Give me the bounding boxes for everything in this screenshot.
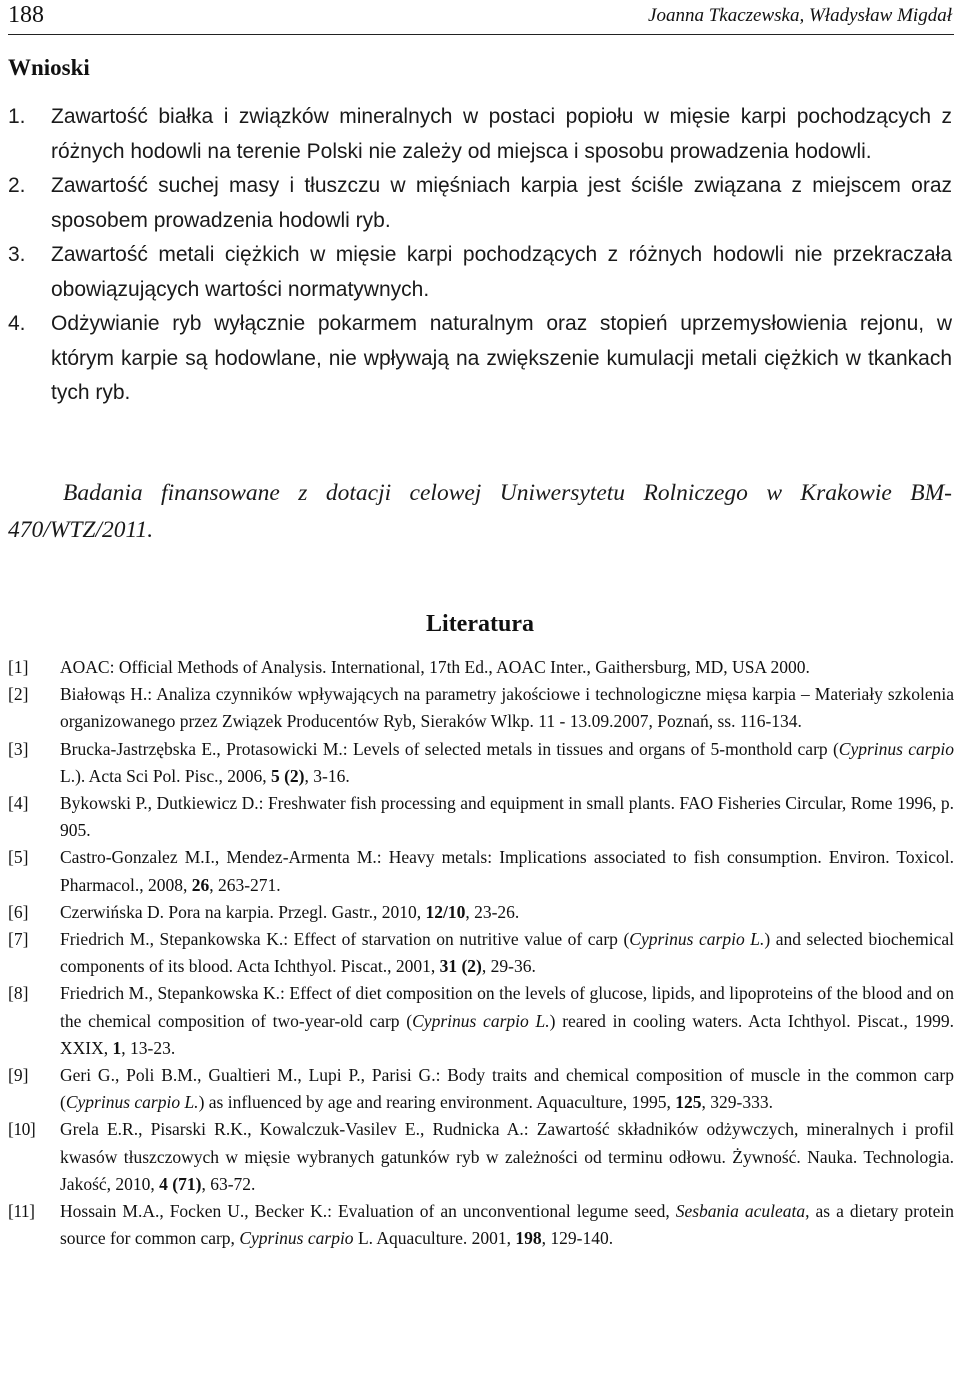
reference-segment: Hossain M.A., Focken U., Becker K.: Evaluation of an unconventional legume seed, bbox=[60, 1201, 676, 1222]
reference-text bbox=[60, 790, 954, 844]
reference-segment: AOAC: Official Methods of Analysis. International, 17th Ed., AOAC Inter., Gaithersburg, MD, USA 2000. bbox=[60, 657, 810, 677]
page-header bbox=[8, 0, 954, 35]
reference-segment: , 13-23. bbox=[121, 1037, 176, 1058]
reference-segment: , 23-26. bbox=[465, 901, 520, 922]
reference-item bbox=[8, 736, 954, 790]
species-name: Cyprinus carpio bbox=[838, 738, 954, 759]
reference-item bbox=[8, 980, 954, 1062]
reference-item bbox=[8, 681, 954, 735]
reference-item bbox=[8, 844, 954, 898]
reference-text bbox=[60, 899, 954, 926]
reference-segment: Brucka-Jastrzębska E., Protasowicki M.: Levels of selected metals in tissues and organs of 5-monthold carp ( bbox=[60, 738, 839, 759]
reference-segment: , 263-271. bbox=[209, 874, 281, 895]
volume-number: 31 bbox=[439, 956, 458, 977]
reference-segment: Białowąs H.: Analiza czynników wpływających na parametry jakościowe i technologiczne mięsa karpia – Materiały szkolenia organizowanego przez Związek Producentów Ryb, Sieraków Wlkp. 11 - 13.09.2007, Poznań, ss. 116-134. bbox=[60, 684, 954, 732]
references-list bbox=[8, 654, 954, 1252]
reference-item bbox=[8, 899, 954, 926]
reference-segment: ) and selected biochemical components of its blood. Acta Ichthyol. Piscat., 2001, bbox=[60, 929, 954, 977]
species-name: Sesbania aculeata bbox=[675, 1201, 806, 1222]
running-head: Joanna Tkaczewska, Władysław Migdał bbox=[648, 5, 952, 26]
conclusion-text: Odżywianie ryb wyłącznie pokarmem naturalnym oraz stopień uprzemysłowienia rejonu, w którym karpie są hodowlane, nie wpływają na zwiększenie kumulacji metali ciężkich w tkankach tych ryb. bbox=[51, 312, 952, 404]
reference-text bbox=[60, 1116, 954, 1198]
reference-segment: L. Aquaculture. 2001, bbox=[353, 1228, 516, 1249]
reference-segment: ) reared in cooling waters. Acta Ichthyol. Piscat., 1999. XXIX, bbox=[60, 1010, 954, 1058]
conclusion-item bbox=[8, 169, 952, 238]
reference-number: [4] bbox=[8, 793, 29, 814]
reference-number: [3] bbox=[8, 738, 29, 759]
reference-item bbox=[8, 790, 954, 844]
conclusion-number: 1. bbox=[8, 105, 26, 128]
reference-text bbox=[60, 844, 954, 898]
volume-number: 1 bbox=[112, 1037, 122, 1058]
species-name: Cyprinus carpio bbox=[239, 1228, 354, 1249]
volume-number: 5 bbox=[270, 765, 280, 786]
reference-segment: Friedrich M., Stepankowska K.: Effect of starvation on nutritive value of carp ( bbox=[60, 929, 630, 950]
reference-text bbox=[60, 654, 954, 681]
reference-number: [10] bbox=[8, 1119, 36, 1140]
references-title: Literatura bbox=[426, 611, 534, 637]
conclusion-number: 2. bbox=[8, 174, 26, 197]
reference-segment: , 129-140. bbox=[541, 1228, 614, 1249]
conclusion-item bbox=[8, 238, 952, 307]
conclusion-item bbox=[8, 100, 952, 169]
reference-number: [11] bbox=[8, 1201, 35, 1222]
conclusions-list bbox=[8, 100, 952, 411]
reference-segment: Geri G., Poli B.M., Gualtieri M., Lupi P., Parisi G.: Body traits and chemical composition of muscle in the common carp ( bbox=[60, 1065, 954, 1113]
conclusion-number: 4. bbox=[8, 312, 26, 335]
reference-number: [5] bbox=[8, 847, 29, 868]
reference-text bbox=[60, 681, 954, 735]
reference-text bbox=[60, 1062, 954, 1116]
reference-segment: Bykowski P., Dutkiewicz D.: Freshwater fish processing and equipment in small plants. FAO Fisheries Circular, Rome 1996, p. 905. bbox=[60, 793, 954, 841]
reference-item bbox=[8, 1116, 954, 1198]
reference-number: [6] bbox=[8, 901, 29, 922]
species-name: Cyprinus carpio L. bbox=[412, 1010, 550, 1031]
reference-segment: , 29-36. bbox=[481, 956, 536, 977]
conclusion-number: 3. bbox=[8, 243, 26, 266]
reference-item bbox=[8, 1062, 954, 1116]
page-number: 188 bbox=[8, 2, 44, 28]
species-name: Cyprinus carpio L. bbox=[65, 1092, 199, 1113]
reference-segment: , 329-333. bbox=[701, 1092, 773, 1113]
reference-segment: , 63-72. bbox=[201, 1173, 256, 1194]
reference-item bbox=[8, 654, 954, 681]
reference-number: [2] bbox=[8, 684, 29, 705]
reference-number: [8] bbox=[8, 983, 29, 1004]
reference-text bbox=[60, 926, 954, 980]
reference-item bbox=[8, 926, 954, 980]
reference-segment: Friedrich M., Stepankowska K.: Effect of diet composition on the levels of glucose, lipids, and lipoproteins of the blood and on the chemical composition of two-year-old carp ( bbox=[60, 983, 954, 1031]
funding-note: Badania finansowane z dotacji celowej Uniwersytetu Rolniczego w Krakowie BM-470/WTZ/2011. bbox=[8, 480, 952, 543]
reference-number: [9] bbox=[8, 1065, 29, 1086]
reference-item bbox=[8, 1198, 954, 1252]
reference-segment: Grela E.R., Pisarski R.K., Kowalczuk-Vasilev E., Rudnicka A.: Zawartość składników odżywczych, mineralnych i profil kwasów tłuszczowych w mięsie wybranych gatunków ryb w zależności od terminu odłowu. Żywność. Nauka. Technologia. Jakość, 2010, bbox=[60, 1119, 954, 1194]
conclusion-text: Zawartość białka i związków mineralnych w postaci popiołu w mięsie karpi pochodzących z różnych hodowli na terenie Polski nie zależy od miejsca i sposobu prowadzenia hodowli. bbox=[51, 105, 952, 163]
volume-number: 12/10 bbox=[425, 901, 466, 922]
species-name: Cyprinus carpio L. bbox=[629, 929, 765, 950]
reference-text bbox=[60, 980, 954, 1062]
reference-segment: Czerwińska D. Pora na karpia. Przegl. Gastr., 2010, bbox=[60, 901, 426, 922]
reference-segment: , as a dietary protein source for common carp, bbox=[60, 1201, 954, 1249]
reference-segment: ) as influenced by age and rearing environment. Aquaculture, 1995, bbox=[198, 1092, 676, 1113]
reference-segment: Castro-Gonzalez M.I., Mendez-Armenta M.: Heavy metals: Implications associated to fish consumption. Environ. Toxicol. Pharmacol., 2008, bbox=[60, 847, 954, 895]
reference-segment: , 3-16. bbox=[304, 765, 350, 786]
conclusion-item bbox=[8, 307, 952, 411]
volume-number: 4 bbox=[159, 1173, 168, 1194]
reference-segment: L.). Acta Sci Pol. Pisc., 2006, bbox=[60, 765, 271, 786]
reference-text bbox=[60, 736, 954, 790]
reference-text bbox=[60, 1198, 954, 1252]
volume-number: (71) bbox=[172, 1173, 202, 1194]
conclusion-text: Zawartość metali ciężkich w mięsie karpi pochodzących z różnych hodowli nie przekraczała obowiązujących wartości normatywnych. bbox=[51, 243, 952, 301]
volume-number: 198 bbox=[515, 1228, 542, 1249]
conclusions-title: Wnioski bbox=[8, 55, 90, 80]
reference-number: [7] bbox=[8, 929, 29, 950]
volume-number: 125 bbox=[675, 1092, 702, 1113]
reference-number: [1] bbox=[8, 657, 29, 677]
volume-number: (2) bbox=[461, 956, 482, 977]
volume-number: (2) bbox=[284, 765, 305, 786]
volume-number: 26 bbox=[191, 874, 210, 895]
conclusion-text: Zawartość suchej masy i tłuszczu w mięśniach karpia jest ściśle związana z miejscem oraz sposobem prowadzenia hodowli ryb. bbox=[51, 174, 952, 232]
